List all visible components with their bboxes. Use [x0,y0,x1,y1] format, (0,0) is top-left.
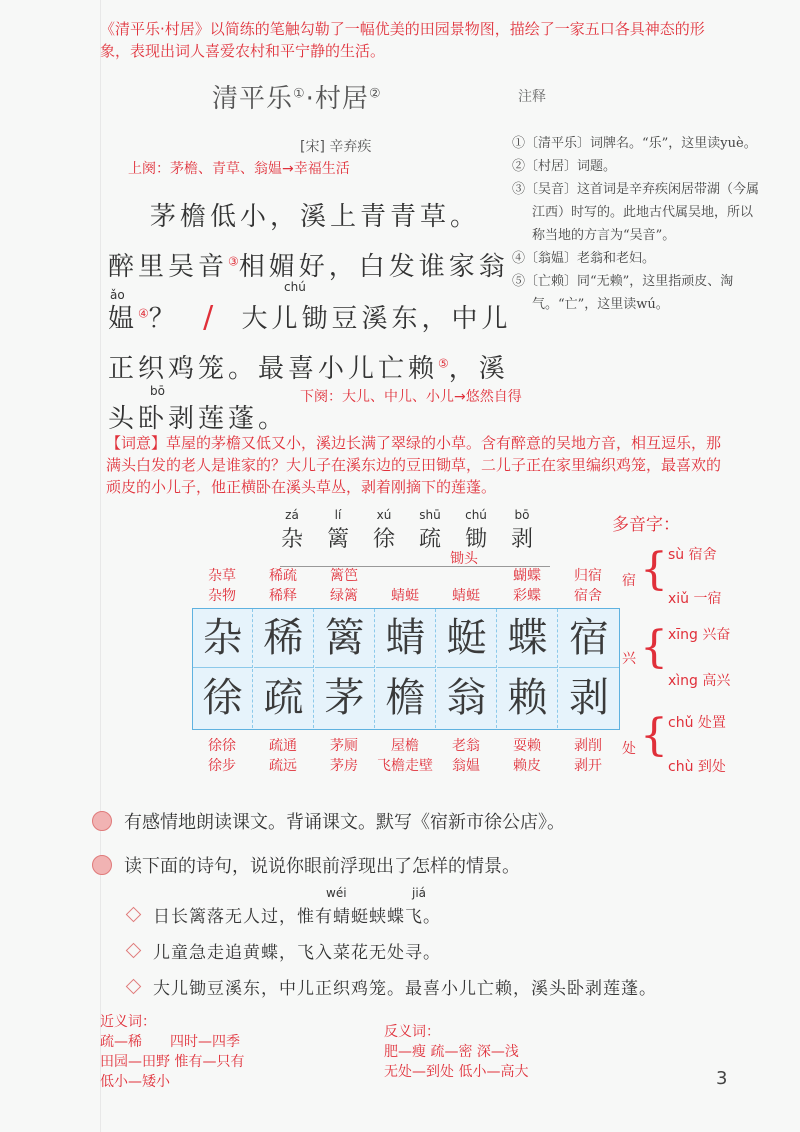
pinyin-ao: ǎo [110,288,125,302]
poem-line-4b: ，溪 [448,354,509,384]
char-head-5: chú 锄 [464,508,487,552]
author: [宋] 辛弃疾 [300,139,372,155]
char-head-2: lí 篱 [326,508,349,552]
page-spine [100,0,101,1132]
poly-xing-1: xīng 兴奋 [668,627,731,643]
grid-cell: 剥 [569,675,609,721]
poly-chu-1: chǔ 处置 [668,715,726,731]
grid-cell: 徐 [193,669,253,728]
words-xi: 稀疏 稀释 [269,568,297,604]
char-head-1: zá 杂 [280,508,303,552]
grid-cell: 蜻 [376,609,436,668]
grid-cell: 茅 [315,669,375,728]
task-bullet-icon [92,855,112,875]
poem-line-1: 茅檐低小，溪上青青草。 [150,202,481,232]
note-5: ⑤〔亡赖〕同“无赖”，这里指顽皮、淘气。“亡”，这里读wú。 [512,274,734,312]
words-xu: 徐徐 徐步 [208,738,236,774]
words-ting: 蜻蜓 [452,588,480,604]
grid-cell: 杂 [193,609,253,668]
words-su: 归宿 宿舍 [574,568,602,604]
character-grid [192,608,620,730]
grid-cell: 赖 [498,669,558,728]
title-main: 清平乐 [212,84,294,114]
words-yan: 屋檐 飞檐走壁 [377,738,433,774]
words-shu: 疏通 疏远 [269,738,297,774]
page-number: 3 [716,1068,728,1089]
polyphone-heading: 多音字： [612,515,680,535]
task-bullet-icon [92,811,112,831]
task-2-text: 读下面的诗句，说说你眼前浮现出了怎样的情景。 [124,856,520,877]
diamond-icon [126,907,142,923]
words-mao: 茅厕 茅房 [330,738,358,774]
poly-su-char: 宿 [622,573,636,589]
grid-cell: 稀 [254,609,314,668]
poem-line-2 [108,246,509,283]
synonyms: 近义词： 疏—稀 四时—四季 田园—田野 惟有—只有 低小—矮小 [100,1014,245,1090]
poem-line-a: 日长篱落无人过，惟有蜻蜓蛱蝶飞。 [128,902,441,927]
grid-cell: 蝶 [498,609,558,668]
words-lai: 耍赖 赖皮 [513,738,541,774]
pinyin-wei: wéi [326,886,347,900]
pinyin-chu: chú [284,280,306,294]
lower-stanza-note: 下阕：大儿、中儿、小儿→悠然自得 [300,389,522,405]
poly-su-1: sù 宿舍 [668,547,717,563]
poem-line-2b: 相媚好，白发谁家翁 [238,252,509,282]
annotations [512,132,762,316]
poem-title [212,78,382,115]
note-3: ③〔吴音〕这首词是辛弃疾闲居带湖（今属江西）时写的。此地古代属吴地，所以称当地的方言为“吴音”。 [512,182,760,243]
poem-line-3c: 大儿锄豆溪东，中儿 [241,304,512,334]
poem-line-3a: 媪 [108,304,139,334]
note-1: ①〔清平乐〕词牌名。“乐”，这里读yuè。 [512,136,757,151]
note-4: ④〔翁媪〕老翁和老妇。 [512,251,656,266]
diamond-icon [126,943,142,959]
char-head-6: bō 剥 [510,508,533,552]
grid-cell: 宿 [559,609,619,668]
words-bo: 剥削 剥开 [574,738,602,774]
notes-heading: 注释 [518,89,546,105]
poem-line-c: 大儿锄豆溪东，中儿正织鸡笼。最喜小儿亡赖，溪头卧剥莲蓬。 [128,974,657,999]
grid-cell: 翁 [437,669,497,728]
poem-line-4a: 正织鸡笼。最喜小儿亡赖 [108,354,439,384]
diamond-icon [126,979,142,995]
task-1 [92,808,565,834]
antonyms: 反义词： 肥—瘦 疏—密 深—浅 无处—到处 低小—高大 [384,1024,529,1080]
poem-line-4 [108,348,509,385]
grid-cell: 蜓 [437,609,497,668]
poem-line-3 [108,298,511,335]
note-2: ②〔村居〕词题。 [512,159,617,174]
words-weng: 老翁 翁媪 [452,738,480,774]
pinyin-bo: bō [150,384,165,398]
footnote-4: ④ [138,306,149,321]
char-head-3: xú 徐 [372,508,395,552]
poly-xing-2: xìng 高兴 [668,673,731,689]
grid-cell: 疏 [254,669,314,728]
upper-stanza-note: 上阕：茅檐、青草、翁媪→幸福生活 [128,161,350,177]
pinyin-jia: jiá [412,886,427,900]
poem-line-2a: 醉里吴音 [108,252,229,282]
poem-line-3b: ？ [148,304,179,334]
words-qing: 蜻蜓 [391,588,419,604]
stanza-divider: / [203,300,218,335]
title-dot: ·村居 [305,84,369,114]
char-head-4: shū 疏 [418,508,441,552]
footnote-5: ⑤ [438,356,449,371]
chutou-note: 锄头 [450,551,478,567]
intro-note: 《清平乐·村居》以简练的笔触勾勒了一幅优美的田园景物图，描绘了一家五口各具神态的形象，表现出词人喜爱农村和平宁静的生活。 [100,20,705,60]
task-2 [92,852,520,878]
poly-xing-char: 兴 [622,651,636,667]
poem-line-b: 儿童急走追黄蝶，飞入菜花无处寻。 [128,938,441,963]
title-sup2: ② [368,86,382,102]
title-sup1: ① [293,86,306,102]
poem-line-5: 头卧剥莲蓬。 [108,404,289,434]
poly-chu-2: chù 到处 [668,759,726,775]
brace-icon: { [640,710,668,761]
footnote-3: ③ [228,254,239,269]
poly-su-2: xiǔ 一宿 [668,591,722,607]
poem-meaning: 【词意】草屋的茅檐又低又小，溪边长满了翠绿的小草。含有醉意的吴地方音，相互逗乐，那满头白发的老人是谁家的？大儿子在溪东边的豆田锄草，二儿子正在家里编织鸡笼，最喜欢的顽皮的小儿子，他正横卧在溪头草丛，剥着刚摘下的莲蓬。 [106,434,722,496]
words-za: 杂草 杂物 [208,568,236,604]
grid-cell: 篱 [315,609,375,668]
brace-icon: { [640,622,668,673]
grid-cell: 檐 [376,669,436,728]
words-li: 篱笆 绿篱 [330,568,358,604]
task-1-text: 有感情地朗读课文。背诵课文。默写《宿新市徐公店》。 [124,812,565,833]
brace-icon: { [640,544,668,595]
poly-chu-char: 处 [622,741,636,757]
words-die: 蝴蝶 彩蝶 [513,568,541,604]
